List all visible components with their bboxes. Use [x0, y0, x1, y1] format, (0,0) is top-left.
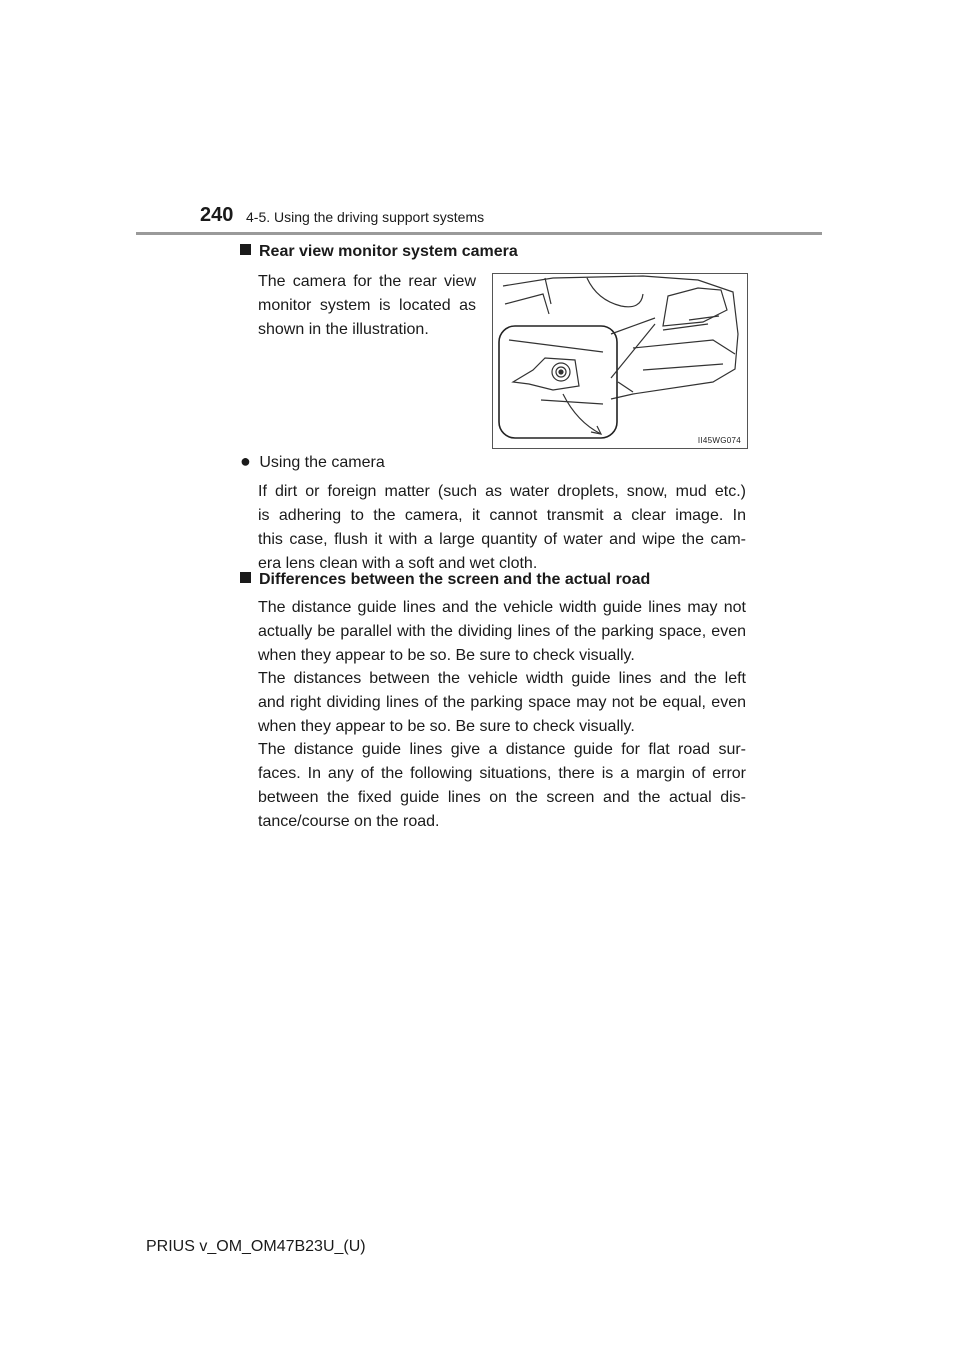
figure-code: II45WG074: [697, 436, 741, 445]
differences-paragraph-1: [258, 596, 746, 668]
bullet-body-line: is adhering to the camera, it cannot transmit a clear image. In: [258, 507, 746, 524]
bullet-body-line: era lens clean with a soft and wet cloth.: [258, 555, 538, 572]
square-bullet-icon: [240, 244, 251, 255]
document-id: PRIUS v_OM_OM47B23U_(U): [146, 1238, 366, 1255]
car-rear-camera-drawing: [493, 274, 747, 448]
differences-paragraph-3: [258, 738, 746, 834]
header-rule: [136, 232, 822, 235]
square-bullet-icon: [240, 572, 251, 583]
camera-heading-text: Rear view monitor system camera: [259, 243, 518, 260]
camera-heading: [240, 243, 518, 261]
round-bullet-icon: ●: [240, 451, 251, 471]
bullet-using-camera-body: [258, 480, 746, 576]
paragraph-line: faces. In any of the following situations, there is a margin of error: [258, 765, 746, 782]
section-title: 4-5. Using the driving support systems: [246, 209, 485, 225]
camera-location-illustration: [492, 273, 748, 449]
paragraph-line: actually be parallel with the dividing lines of the parking space, even: [258, 623, 746, 640]
bullet-using-camera: [240, 451, 385, 472]
bullet-title: Using the camera: [259, 454, 385, 471]
paragraph-line: The distance guide lines give a distance guide for flat road sur-: [258, 741, 746, 758]
paragraph-line: The distance guide lines and the vehicle width guide lines may not: [258, 599, 746, 616]
camera-intro-line: The camera for the rear view: [258, 273, 476, 290]
paragraph-line: between the fixed guide lines on the screen and the actual dis-: [258, 789, 746, 806]
bullet-body-line: this case, flush it with a large quantity of water and wipe the cam-: [258, 531, 746, 548]
paragraph-line: and right dividing lines of the parking space may not be equal, even: [258, 694, 746, 711]
camera-intro: [258, 270, 476, 342]
differences-heading: [240, 571, 650, 589]
differences-heading-text: Differences between the screen and the actual road: [259, 571, 651, 588]
page-number: 240: [200, 204, 234, 226]
camera-intro-line: shown in the illustration.: [258, 321, 429, 338]
bullet-body-line: If dirt or foreign matter (such as water droplets, snow, mud etc.): [258, 483, 746, 500]
camera-intro-line: monitor system is located as: [258, 297, 476, 314]
paragraph-line: when they appear to be so. Be sure to check visually.: [258, 647, 635, 664]
differences-paragraph-2: [258, 667, 746, 739]
paragraph-line: tance/course on the road.: [258, 813, 440, 830]
paragraph-line: when they appear to be so. Be sure to check visually.: [258, 718, 635, 735]
paragraph-line: The distances between the vehicle width guide lines and the left: [258, 670, 746, 687]
